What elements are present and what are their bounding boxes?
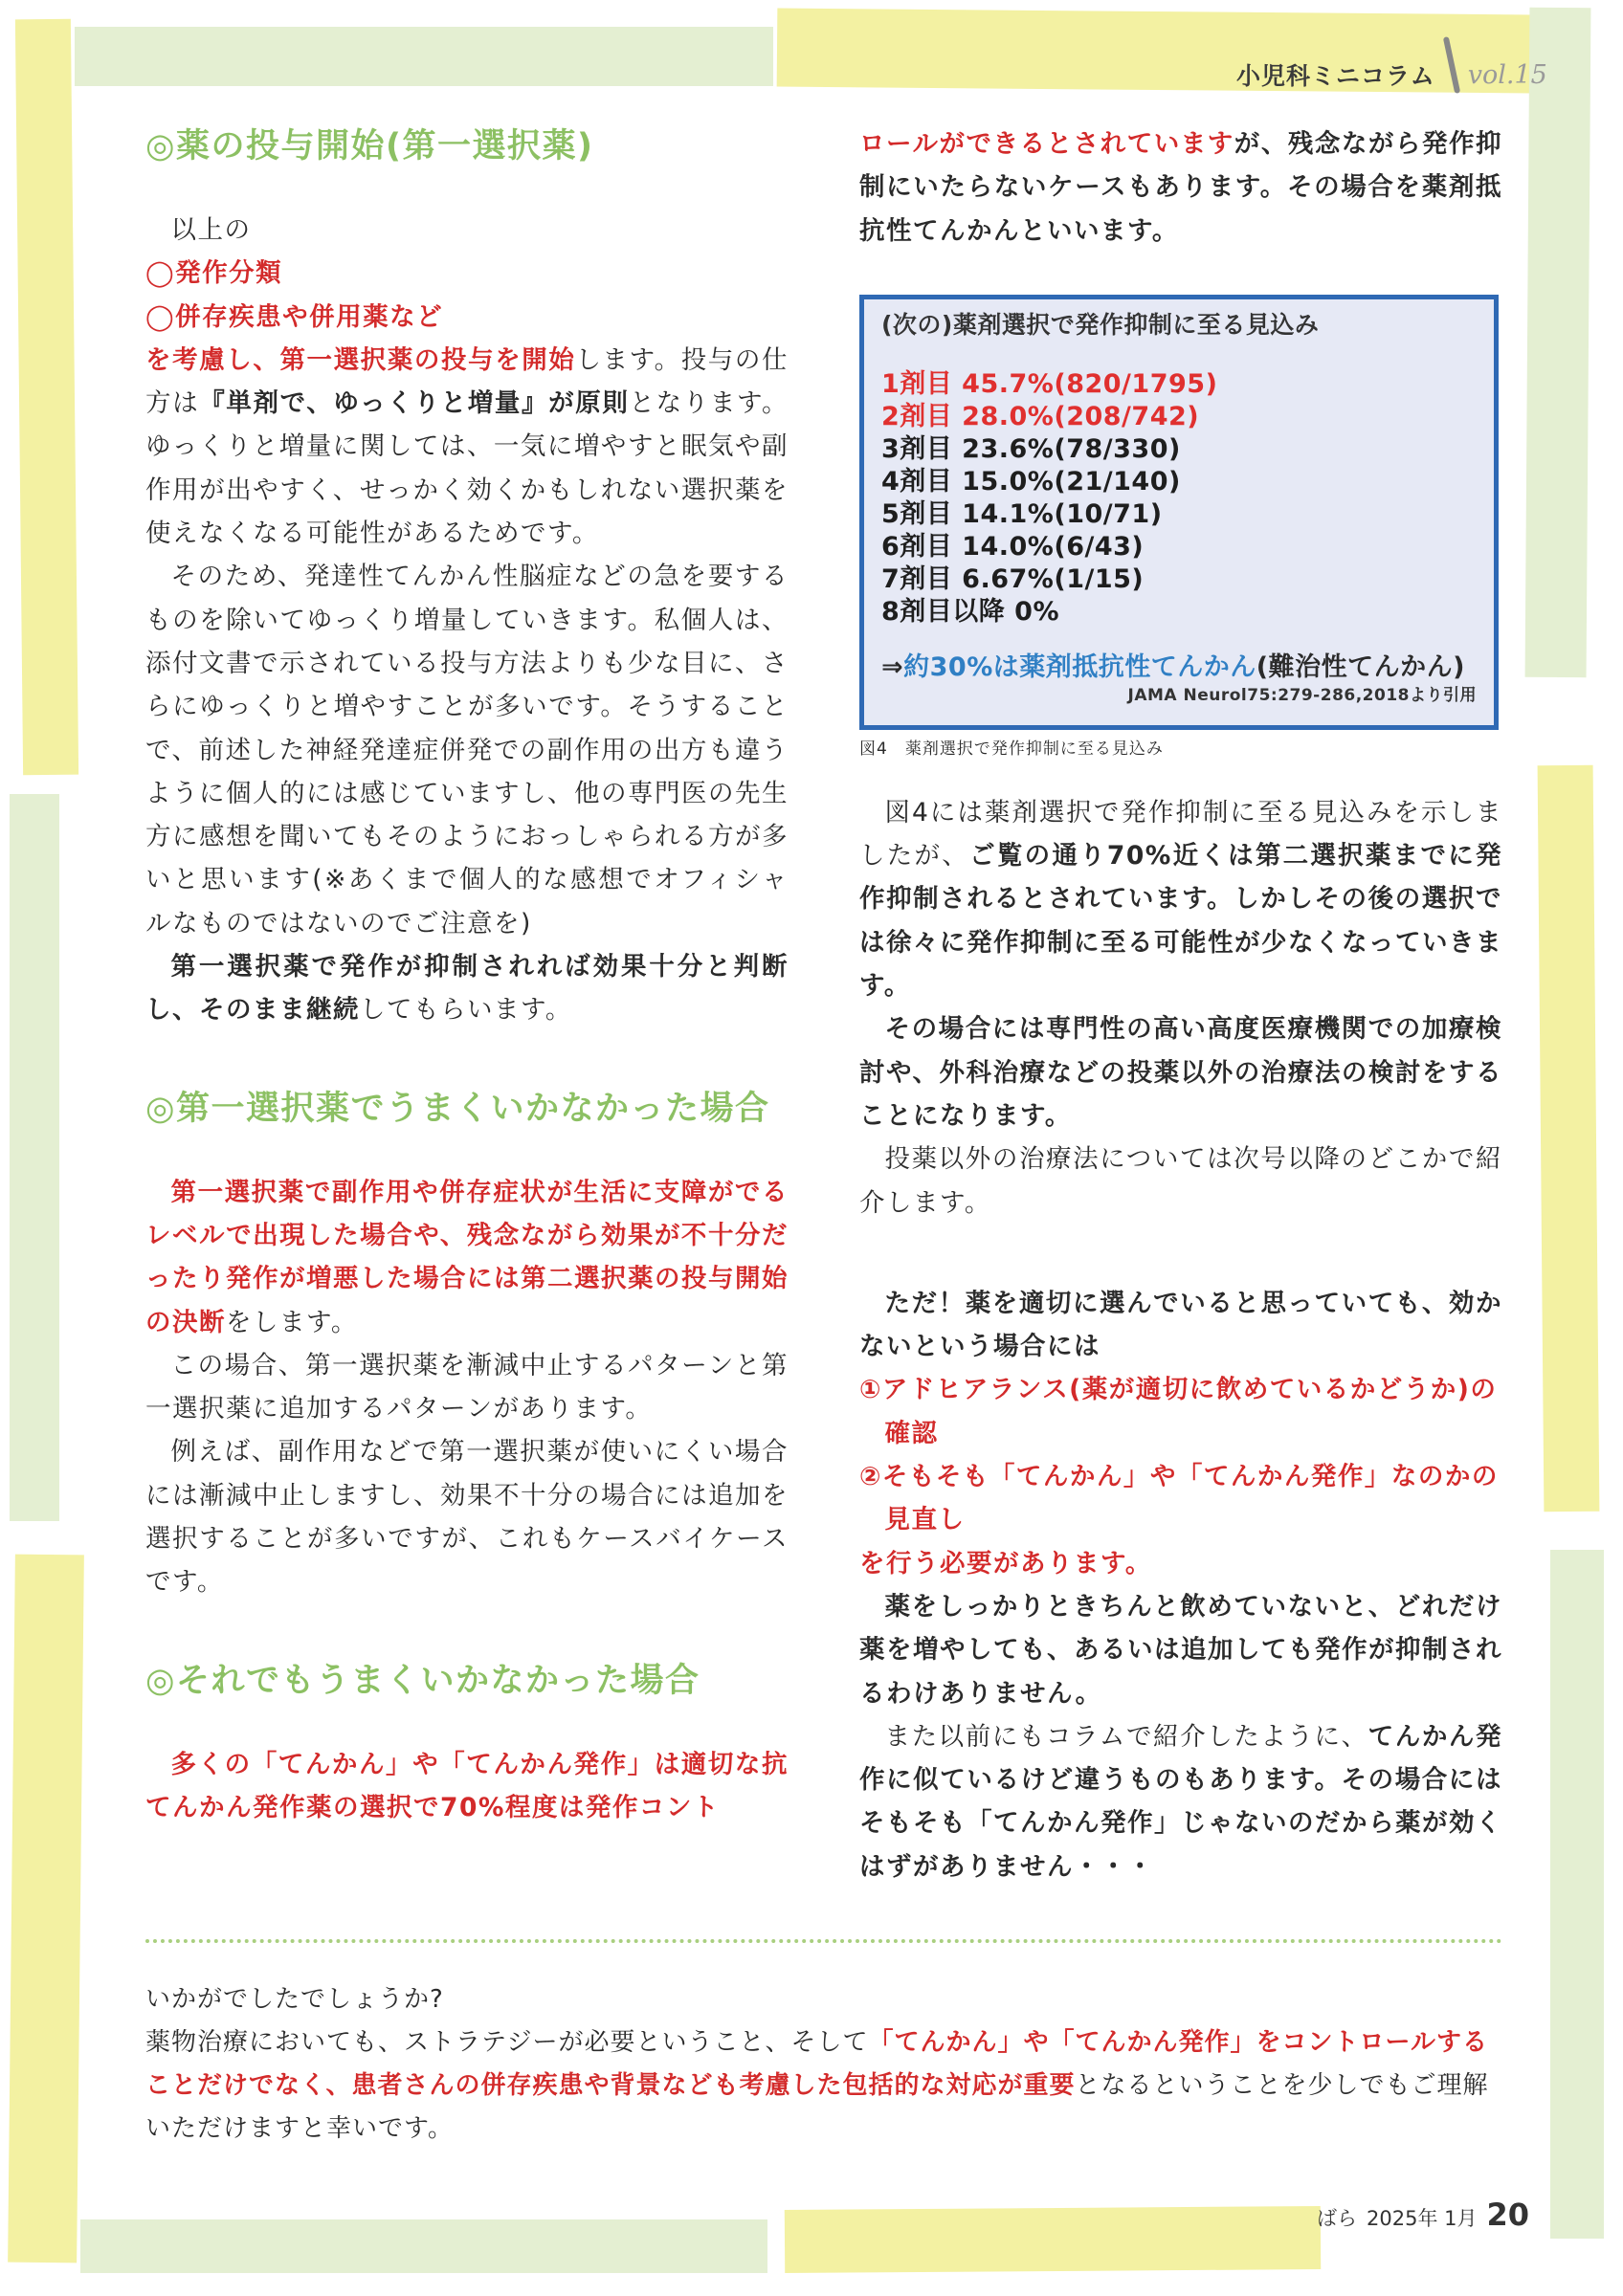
sec1-p1-text-c: となります。ゆっくりと増量に関しては、一気に増やすと眠気や副作用が出やすく、せっかく効くかもしれない選択薬を使えなくなる可能性があるためです。	[145, 388, 789, 549]
figure-row-2: 2剤目 28.0%(208/742)	[881, 401, 1200, 431]
sec3-paragraph-1: 多くの「てんかん」や「てんかん発作」は適切な抗てんかん発作薬の選択で70%程度は発作コント	[145, 1749, 789, 1822]
tape-right-green-bottom	[1550, 1550, 1604, 2239]
sec2-p1-highlight: 第一選択薬で副作用や併存症状が生活に支障がでるレベルで出現した場合や、残念ながら効果が不十分だったり発作が増悪した場合には第二選択薬の投与開始の決断	[145, 1177, 789, 1337]
issue-date: 2025年 1月	[1367, 2207, 1478, 2230]
figure-row-8: 8剤目以降 0%	[881, 596, 1060, 627]
figure-conclusion-rest: (難治性てんかん)	[1256, 651, 1465, 682]
figure-row-3: 3剤目 23.6%(78/330)	[881, 433, 1181, 464]
right-p7-bold: てんかん発作に似ているけど違うものもあります。その場合にはそもそも「てんかん発作」じゃないのだから薬が効くはずがありません・・・	[859, 1721, 1502, 1882]
tape-right-yellow-mid	[1538, 765, 1600, 1512]
figure-row-4: 4剤目 15.0%(21/140)	[881, 466, 1181, 497]
right-p1-text: 図4には薬剤選択で発作抑制に至る見込みを示しましたが、	[859, 797, 1502, 872]
figure-conclusion-highlight: 約30%は薬剤抵抗性てんかん	[903, 651, 1256, 682]
volume-label: vol.15	[1467, 59, 1547, 90]
sec1-p1-principle: 『単剤で、ゆっくりと増量』	[199, 388, 549, 419]
closing-line-1: いかがでしたでしょうか?	[145, 1985, 444, 2014]
figure-4-box	[859, 295, 1499, 730]
sec1-p1-text-a: します。投与の仕方は	[145, 344, 789, 419]
tape-left-yellow-bottom	[8, 1555, 84, 2263]
sec1-p3-bold: 第一選択薬で発作が抑制されれば効果十分と判断し、そのまま継続	[145, 952, 789, 1026]
column-header	[1236, 55, 1552, 94]
figure-row-7: 7剤目 6.67%(1/15)	[881, 563, 1145, 594]
right-paragraph-4: ただ！薬を適切に選んでいると思っていても、効かないという場合には	[859, 1288, 1502, 1362]
figure-source: JAMA Neurol75:279-286,2018より引用	[1127, 685, 1477, 705]
right-item-adherence: ①アドヒアランス(薬が適切に飲めているかどうか)の確認	[859, 1375, 1498, 1448]
right-cont-bold: が、残念ながら発作抑制にいたらないケースもあります。その場合を薬剤抵抗性てんかんといいます。	[859, 129, 1502, 246]
closing-line-2	[145, 2021, 1504, 2151]
sec1-paragraph-2: そのため、発達性てんかん性脳症などの急を要するものを除いてゆっくり増量していきます。私個人は、添付文書で示されている投与方法よりも少な目に、さらにゆっくりと増やすことが多いです。そうすることで、前述した神経発達症併発での副作用の出方も違うように個人的には感じていますし、他の専門医の先生方に感想を聞いてもそのようにおっしゃられる方が多いと思います(※あくまで個人的な感想でオフィシャルなものではないのでご注意を)	[145, 562, 789, 938]
sec1-p3-text: してもらいます。	[360, 995, 572, 1026]
sec2-paragraph-2: この場合、第一選択薬を漸減中止するパターンと第一選択薬に追加するパターンがあります。	[145, 1350, 789, 1424]
right-column	[859, 122, 1502, 1888]
tape-right-green-top	[1525, 8, 1591, 677]
figure-caption: 図4 薬剤選択で発作抑制に至る見込み	[859, 739, 1164, 759]
figure-conclusion	[881, 651, 1477, 684]
right-paragraph-2: その場合には専門性の高い高度医療機関での加療検討や、外科治療などの投薬以外の治療法の検討をすることになります。	[859, 1014, 1502, 1131]
right-paragraph-1	[859, 791, 1502, 1007]
section-heading-still-failed: ◎それでもうまくいかなかった場合	[145, 1661, 700, 1700]
figure-title: (次の)薬剤選択で発作抑制に至る見込み	[881, 310, 1320, 339]
section-heading-first-line: ◎薬の投与開始(第一選択薬)	[145, 127, 594, 166]
left-column	[145, 122, 789, 1829]
sec1-item-seizure-type: ◯発作分類	[145, 258, 283, 289]
sec1-intro: 以上の	[170, 215, 252, 245]
figure-row-6: 6剤目 14.0%(6/43)	[881, 531, 1145, 562]
right-paragraph-6: 薬をしっかりときちんと飲めていないと、どれだけ薬を増やしても、あるいは追加しても発作が抑制されるわけありません。	[859, 1591, 1502, 1709]
page-number: 20	[1486, 2197, 1530, 2233]
figure-rows	[881, 368, 1477, 629]
right-continuation	[859, 122, 1502, 253]
tape-left-green-mid	[10, 794, 59, 1521]
sec2-paragraph-1	[145, 1171, 789, 1344]
right-cont-highlight: ロールができるとされています	[859, 129, 1234, 159]
closing-text	[145, 1978, 1504, 2151]
right-p7-text: また以前にもコラムで紹介したように、	[884, 1721, 1368, 1752]
sec1-p1-highlight: を考慮し、第一選択薬の投与を開始	[145, 344, 576, 375]
sec2-p1-text: をします。	[226, 1307, 358, 1337]
tape-left-yellow-top	[15, 19, 78, 776]
closing-text-a: 薬物治療においても、ストラテジーが必要ということ、そして	[145, 2028, 869, 2057]
tape-top-green	[75, 27, 773, 86]
figure-row-5: 5剤目 14.1%(10/71)	[881, 498, 1163, 529]
sec2-paragraph-3: 例えば、副作用などで第一選択薬が使いにくい場合には漸減中止しますし、効果不十分の場合には追加を選択することが多いですが、これもケースバイケースです。	[145, 1437, 789, 1598]
magazine-name: ばら	[1317, 2207, 1357, 2230]
sec1-paragraph-1	[145, 339, 789, 555]
right-paragraph-3: 投薬以外の治療法については次号以降のどこかで紹介します。	[859, 1144, 1502, 1218]
tape-bottom-green	[80, 2219, 767, 2273]
right-item-diagnosis: ②そもそも「てんかん」や「てんかん発作」なのかの見直し	[859, 1462, 1499, 1535]
dotted-divider	[145, 1939, 1502, 1943]
series-title: 小児科ミニコラム	[1236, 62, 1435, 90]
tape-bottom-yellow	[785, 2206, 1321, 2273]
arrow-icon: ⇒	[881, 651, 904, 682]
figure-row-1: 1剤目 45.7%(820/1795)	[881, 368, 1218, 399]
sec1-p1-principle-tail: が原則	[548, 388, 630, 419]
sec1-paragraph-3	[145, 945, 789, 1032]
right-paragraph-5: を行う必要があります。	[859, 1548, 1152, 1578]
closing-highlight: 「てんかん」や「てんかん発作」をコントロールすることだけでなく、患者さんの併存疾患や背景なども考慮した包括的な対応が重要	[145, 2028, 1488, 2100]
right-paragraph-7	[859, 1715, 1502, 1888]
closing-text-c: となるということを少しでもご理解いただけますと幸いです。	[145, 2071, 1489, 2143]
right-p1-bold: ご覧の通り70%近くは第二選択薬までに発作抑制されるとされています。しかしその後の選択では徐々に発作抑制に至る可能性が少なくなっていきます。	[859, 841, 1502, 1002]
page-footer	[1317, 2197, 1546, 2239]
section-heading-first-failed: ◎第一選択薬でうまくいかなかった場合	[145, 1089, 770, 1128]
sec1-item-comorbidity: ◯併存疾患や併用薬など	[145, 301, 444, 332]
